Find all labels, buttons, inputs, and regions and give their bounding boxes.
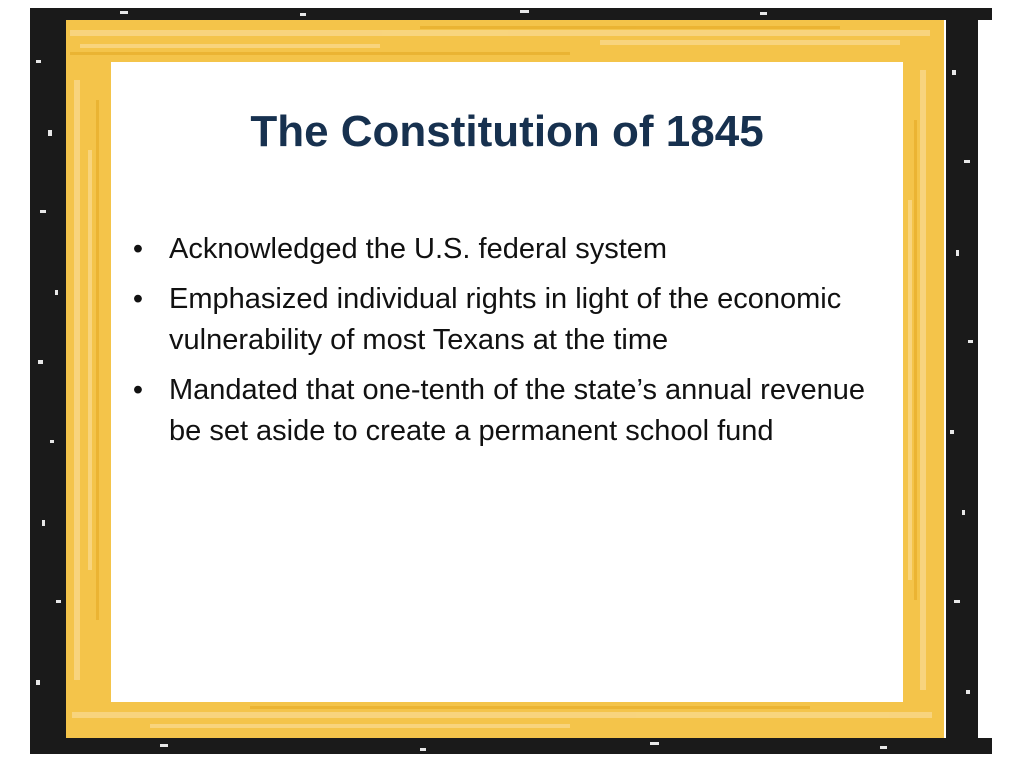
slide-title: The Constitution of 1845 <box>250 107 764 156</box>
bullet-dot-icon: • <box>132 374 144 406</box>
bullet-dot-icon: • <box>132 283 144 315</box>
bullet-list <box>128 229 888 461</box>
bullet-item <box>128 279 888 361</box>
bullet-item <box>128 370 888 452</box>
bullet-text: Mandated that one-tenth of the state’s annual revenue be set aside to create a permanent school fund <box>169 374 865 447</box>
bullet-item <box>128 229 888 270</box>
bullet-text: Emphasized individual rights in light of the economic vulnerability of most Texans at the time <box>169 283 842 356</box>
bullet-dot-icon: • <box>132 233 144 265</box>
content-panel <box>111 62 903 702</box>
bullet-text: Acknowledged the U.S. federal system <box>169 233 668 265</box>
